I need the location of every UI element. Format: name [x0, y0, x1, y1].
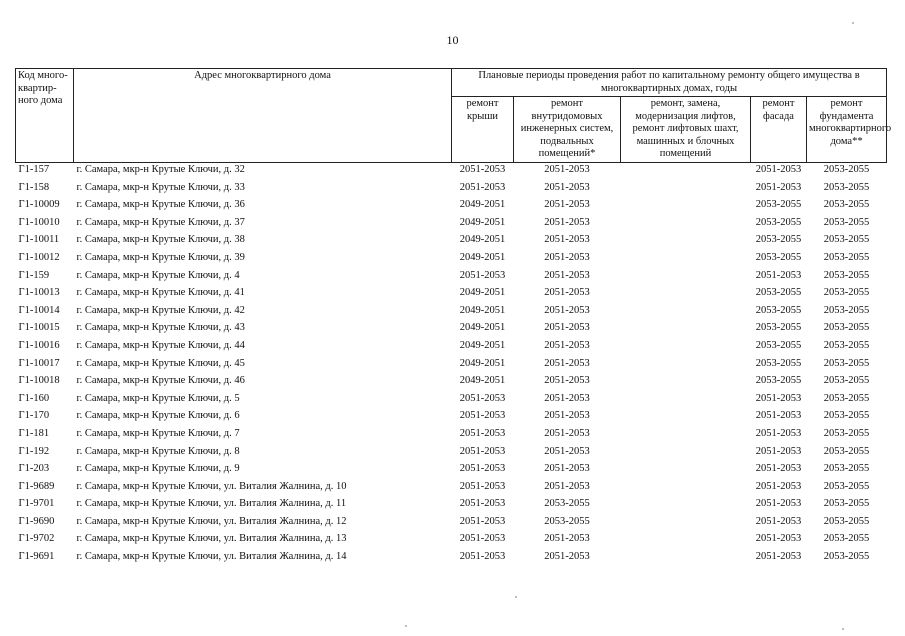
cell-foundation: 2053-2055 — [823, 427, 870, 439]
cell-address: г. Самара, мкр-н Крутые Ключи, д. 38 — [76, 234, 245, 246]
cell-address: г. Самара, мкр-н Крутые Ключи, ул. Виталия Жалнина, д. 11 — [76, 498, 347, 510]
cell-engineering: 2051-2053 — [544, 357, 590, 369]
table-row — [16, 269, 887, 287]
cell-code: Г1-159 — [18, 269, 50, 281]
cell-code: Г1-170 — [18, 410, 50, 422]
cell-foundation: 2053-2055 — [823, 515, 870, 527]
table-row — [16, 409, 887, 427]
cell-facade: 2051-2053 — [755, 515, 802, 527]
cell-elevators — [621, 427, 751, 445]
cell-code: Г1-10016 — [18, 339, 60, 351]
cell-code: Г1-9689 — [18, 480, 55, 492]
cell-roof: 2049-2051 — [459, 322, 506, 334]
table-body — [16, 163, 887, 568]
cell-elevators — [621, 216, 751, 234]
header-facade: ремонт фасада — [751, 97, 807, 163]
cell-facade: 2051-2053 — [755, 392, 802, 404]
cell-foundation: 2053-2055 — [823, 551, 870, 563]
cell-address: г. Самара, мкр-н Крутые Ключи, д. 6 — [76, 410, 240, 422]
cell-engineering: 2051-2053 — [544, 339, 590, 351]
cell-facade: 2051-2053 — [755, 551, 802, 563]
cell-facade: 2053-2055 — [755, 216, 802, 228]
cell-engineering: 2051-2053 — [544, 375, 590, 387]
cell-roof: 2049-2051 — [459, 234, 506, 246]
cell-roof: 2051-2053 — [459, 515, 506, 527]
scan-speck — [852, 22, 854, 24]
cell-foundation: 2053-2055 — [823, 322, 870, 334]
cell-elevators — [621, 497, 751, 515]
cell-roof: 2049-2051 — [459, 199, 506, 211]
cell-facade: 2051-2053 — [755, 533, 802, 545]
cell-elevators — [621, 409, 751, 427]
cell-elevators — [621, 163, 751, 181]
table-row — [16, 163, 887, 181]
cell-roof: 2051-2053 — [459, 533, 506, 545]
cell-code: Г1-10013 — [18, 287, 60, 299]
cell-facade: 2051-2053 — [755, 498, 802, 510]
cell-code: Г1-192 — [18, 445, 50, 457]
table-row — [16, 357, 887, 375]
header-roof: ремонт крыши — [452, 97, 514, 163]
cell-elevators — [621, 321, 751, 339]
cell-code: Г1-9691 — [18, 551, 55, 563]
table-row — [16, 374, 887, 392]
cell-engineering: 2051-2053 — [544, 463, 590, 475]
cell-address: г. Самара, мкр-н Крутые Ключи, д. 8 — [76, 445, 240, 457]
cell-engineering: 2051-2053 — [544, 287, 590, 299]
cell-elevators — [621, 374, 751, 392]
cell-elevators — [621, 198, 751, 216]
cell-elevators — [621, 445, 751, 463]
cell-engineering: 2051-2053 — [544, 164, 590, 175]
cell-code: Г1-10009 — [18, 199, 60, 211]
cell-roof: 2051-2053 — [459, 427, 506, 439]
cell-address: г. Самара, мкр-н Крутые Ключи, ул. Виталия Жалнина, д. 14 — [76, 551, 347, 563]
table-row — [16, 181, 887, 199]
cell-foundation: 2053-2055 — [823, 392, 870, 404]
cell-engineering: 2051-2053 — [544, 322, 590, 334]
cell-roof: 2049-2051 — [459, 375, 506, 387]
scan-speck — [842, 628, 844, 630]
cell-address: г. Самара, мкр-н Крутые Ключи, д. 39 — [76, 251, 245, 263]
cell-engineering: 2051-2053 — [544, 216, 590, 228]
cell-foundation: 2053-2055 — [823, 181, 870, 193]
scan-speck — [515, 596, 517, 598]
table-row — [16, 321, 887, 339]
cell-code: Г1-10015 — [18, 322, 60, 334]
cell-address: г. Самара, мкр-н Крутые Ключи, д. 41 — [76, 287, 245, 299]
cell-facade: 2051-2053 — [755, 445, 802, 457]
cell-code: Г1-158 — [18, 181, 50, 193]
cell-elevators — [621, 251, 751, 269]
cell-roof: 2051-2053 — [459, 181, 506, 193]
cell-roof: 2051-2053 — [459, 410, 506, 422]
cell-foundation: 2053-2055 — [823, 480, 870, 492]
cell-facade: 2051-2053 — [755, 164, 802, 175]
table-row — [16, 339, 887, 357]
cell-address: г. Самара, мкр-н Крутые Ключи, ул. Виталия Жалнина, д. 10 — [76, 480, 347, 492]
table-row — [16, 445, 887, 463]
cell-elevators — [621, 550, 751, 568]
table-header — [16, 69, 892, 163]
cell-engineering: 2051-2053 — [544, 480, 590, 492]
cell-address: г. Самара, мкр-н Крутые Ключи, ул. Виталия Жалнина, д. 13 — [76, 533, 347, 545]
cell-code: Г1-10011 — [18, 234, 60, 246]
cell-address: г. Самара, мкр-н Крутые Ключи, д. 36 — [76, 199, 245, 211]
table-row — [16, 392, 887, 410]
cell-elevators — [621, 392, 751, 410]
cell-address: г. Самара, мкр-н Крутые Ключи, д. 33 — [76, 181, 245, 193]
cell-roof: 2049-2051 — [459, 287, 506, 299]
cell-code: Г1-160 — [18, 392, 50, 404]
cell-code: Г1-10010 — [18, 216, 60, 228]
cell-roof: 2051-2053 — [459, 463, 506, 475]
table-row — [16, 427, 887, 445]
cell-facade: 2053-2055 — [755, 234, 802, 246]
cell-foundation: 2053-2055 — [823, 234, 870, 246]
cell-roof: 2051-2053 — [459, 498, 506, 510]
table-row — [16, 216, 887, 234]
table-row — [16, 251, 887, 269]
cell-foundation: 2053-2055 — [823, 304, 870, 316]
cell-elevators — [621, 286, 751, 304]
table-row — [16, 233, 887, 251]
cell-facade: 2053-2055 — [755, 287, 802, 299]
cell-address: г. Самара, мкр-н Крутые Ключи, д. 46 — [76, 375, 245, 387]
cell-engineering: 2051-2053 — [544, 181, 590, 193]
cell-elevators — [621, 269, 751, 287]
header-planned-periods: Плановые периоды проведения работ по капитальному ремонту общего имущества в многоквартирных домах, годы — [452, 69, 887, 97]
cell-code: Г1-181 — [18, 427, 50, 439]
cell-foundation: 2053-2055 — [823, 357, 870, 369]
cell-foundation: 2053-2055 — [823, 410, 870, 422]
cell-foundation: 2053-2055 — [823, 164, 870, 175]
cell-engineering: 2051-2053 — [544, 234, 590, 246]
cell-code: Г1-9702 — [18, 533, 55, 545]
cell-elevators — [621, 357, 751, 375]
cell-facade: 2051-2053 — [755, 181, 802, 193]
cell-engineering: 2051-2053 — [544, 199, 590, 211]
cell-foundation: 2053-2055 — [823, 251, 870, 263]
cell-code: Г1-203 — [18, 463, 50, 475]
scan-speck — [405, 625, 407, 627]
cell-elevators — [621, 532, 751, 550]
cell-roof: 2051-2053 — [459, 269, 506, 281]
cell-facade: 2051-2053 — [755, 269, 802, 281]
page-number: 10 — [446, 33, 459, 47]
cell-facade: 2053-2055 — [755, 375, 802, 387]
table-row — [16, 515, 887, 533]
cell-engineering: 2051-2053 — [544, 251, 590, 263]
cell-roof: 2049-2051 — [459, 339, 506, 351]
cell-address: г. Самара, мкр-н Крутые Ключи, д. 44 — [76, 339, 245, 351]
cell-foundation: 2053-2055 — [823, 533, 870, 545]
table-row — [16, 198, 887, 216]
cell-code: Г1-10012 — [18, 251, 60, 263]
cell-roof: 2049-2051 — [459, 216, 506, 228]
cell-code: Г1-9690 — [18, 515, 55, 527]
header-engineering: ремонт внутридомовых инженерных систем, подвальных помещений* — [514, 97, 621, 163]
cell-code: Г1-10017 — [18, 357, 60, 369]
cell-address: г. Самара, мкр-н Крутые Ключи, д. 37 — [76, 216, 245, 228]
cell-roof: 2051-2053 — [459, 480, 506, 492]
cell-engineering: 2051-2053 — [544, 533, 590, 545]
cell-foundation: 2053-2055 — [823, 199, 870, 211]
cell-foundation: 2053-2055 — [823, 463, 870, 475]
cell-engineering: 2051-2053 — [544, 427, 590, 439]
cell-engineering: 2051-2053 — [544, 269, 590, 281]
cell-roof: 2049-2051 — [459, 357, 506, 369]
cell-facade: 2051-2053 — [755, 410, 802, 422]
cell-foundation: 2053-2055 — [823, 269, 870, 281]
cell-facade: 2053-2055 — [755, 339, 802, 351]
cell-engineering: 2051-2053 — [544, 304, 590, 316]
cell-address: г. Самара, мкр-н Крутые Ключи, д. 5 — [76, 392, 240, 404]
cell-engineering: 2051-2053 — [544, 445, 590, 457]
table-row — [16, 550, 887, 568]
cell-address: г. Самара, мкр-н Крутые Ключи, д. 43 — [76, 322, 245, 334]
cell-foundation: 2053-2055 — [823, 445, 870, 457]
cell-facade: 2051-2053 — [755, 463, 802, 475]
cell-address: г. Самара, мкр-н Крутые Ключи, д. 32 — [76, 164, 245, 175]
header-foundation: ремонт фундамента многоквартирного дома** — [807, 97, 887, 163]
cell-facade: 2053-2055 — [755, 357, 802, 369]
cell-roof: 2051-2053 — [459, 392, 506, 404]
cell-elevators — [621, 304, 751, 322]
table-row — [16, 462, 887, 480]
capital-repair-table — [15, 68, 892, 568]
table-row — [16, 480, 887, 498]
cell-foundation: 2053-2055 — [823, 339, 870, 351]
cell-roof: 2051-2053 — [459, 551, 506, 563]
cell-foundation: 2053-2055 — [823, 498, 870, 510]
cell-elevators — [621, 462, 751, 480]
table-row — [16, 497, 887, 515]
cell-facade: 2051-2053 — [755, 480, 802, 492]
header-code: Код много-квартир-ного дома — [16, 69, 74, 163]
cell-engineering: 2053-2055 — [544, 515, 590, 527]
header-elevators: ремонт, замена, модернизация лифтов, ремонт лифтовых шахт, машинных и блочных помещений — [621, 97, 751, 163]
table-row — [16, 532, 887, 550]
cell-code: Г1-157 — [18, 164, 50, 175]
cell-elevators — [621, 339, 751, 357]
cell-engineering: 2051-2053 — [544, 392, 590, 404]
cell-facade: 2053-2055 — [755, 251, 802, 263]
cell-address: г. Самара, мкр-н Крутые Ключи, д. 9 — [76, 463, 240, 475]
cell-code: Г1-10018 — [18, 375, 60, 387]
cell-address: г. Самара, мкр-н Крутые Ключи, д. 45 — [76, 357, 245, 369]
cell-elevators — [621, 181, 751, 199]
cell-foundation: 2053-2055 — [823, 375, 870, 387]
cell-facade: 2053-2055 — [755, 322, 802, 334]
cell-facade: 2053-2055 — [755, 304, 802, 316]
header-address: Адрес многоквартирного дома — [74, 69, 452, 163]
cell-elevators — [621, 233, 751, 251]
cell-roof: 2051-2053 — [459, 445, 506, 457]
cell-code: Г1-9701 — [18, 498, 55, 510]
table-row — [16, 304, 887, 322]
cell-engineering: 2051-2053 — [544, 551, 590, 563]
cell-facade: 2051-2053 — [755, 427, 802, 439]
cell-code: Г1-10014 — [18, 304, 60, 316]
cell-facade: 2053-2055 — [755, 199, 802, 211]
cell-elevators — [621, 515, 751, 533]
cell-address: г. Самара, мкр-н Крутые Ключи, ул. Виталия Жалнина, д. 12 — [76, 515, 347, 527]
cell-engineering: 2051-2053 — [544, 410, 590, 422]
table-row — [16, 286, 887, 304]
cell-address: г. Самара, мкр-н Крутые Ключи, д. 42 — [76, 304, 245, 316]
cell-engineering: 2053-2055 — [544, 498, 590, 510]
cell-roof: 2051-2053 — [459, 164, 506, 175]
cell-roof: 2049-2051 — [459, 251, 506, 263]
cell-elevators — [621, 480, 751, 498]
cell-foundation: 2053-2055 — [823, 287, 870, 299]
cell-roof: 2049-2051 — [459, 304, 506, 316]
cell-address: г. Самара, мкр-н Крутые Ключи, д. 4 — [76, 269, 240, 281]
cell-foundation: 2053-2055 — [823, 216, 870, 228]
cell-address: г. Самара, мкр-н Крутые Ключи, д. 7 — [76, 427, 240, 439]
